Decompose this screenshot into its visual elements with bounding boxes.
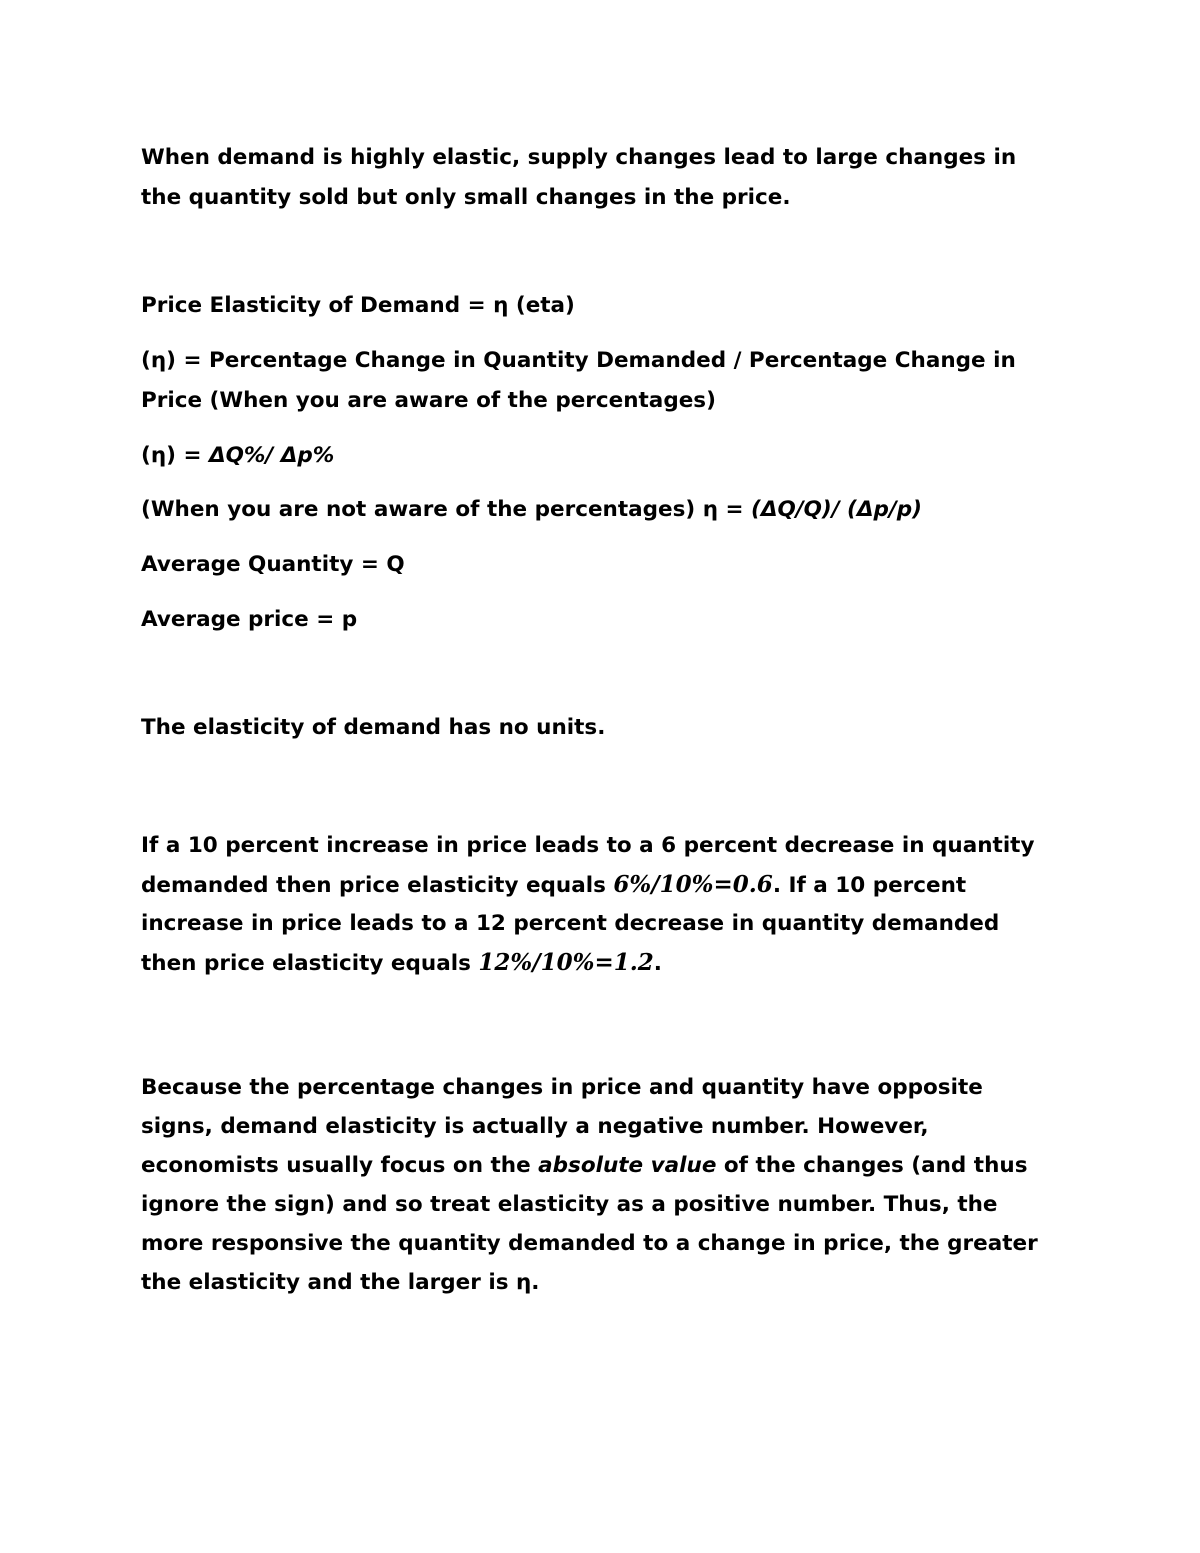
sign-note-line-3-prefix: economists usually focus on the (141, 1153, 539, 1178)
ped-definition: Price Elasticity of Demand = η (eta) (141, 293, 575, 318)
sign-note-line-4: ignore the sign) and so treat elasticity as a positive number. Thus, the (141, 1192, 998, 1217)
average-price: Average price = p (141, 607, 358, 632)
example-equation-2: 12%/10%=1.2 (478, 949, 654, 976)
formula-delta-percent-prefix: (η) = (141, 443, 209, 468)
units-note: The elasticity of demand has no units. (141, 715, 606, 740)
formula-delta-percent-expression: ΔQ%/ Δp% (208, 443, 335, 468)
example-line-1: If a 10 percent increase in price leads to a 6 percent decrease in quantity (141, 833, 1035, 858)
example-equation-1: 6%/10%=0.6 (613, 871, 773, 898)
example-line-2 (141, 871, 966, 900)
example-line-2-suffix: . If a 10 percent (772, 873, 967, 898)
formula-average-prefix: (When you are not aware of the percentages) η = (141, 497, 751, 522)
sign-note-line-1: Because the percentage changes in price and quantity have opposite (141, 1075, 983, 1100)
example-line-3: increase in price leads to a 12 percent decrease in quantity demanded (141, 911, 1000, 936)
sign-note-line-6: the elasticity and the larger is η. (141, 1270, 540, 1295)
example-line-2-prefix: demanded then price elasticity equals (141, 873, 614, 898)
formula-average (141, 496, 922, 524)
sign-note-line-5: more responsive the quantity demanded to a change in price, the greater (141, 1231, 1038, 1256)
intro-line-1: When demand is highly elastic, supply changes lead to large changes in (141, 145, 1017, 170)
example-line-4-prefix: then price elasticity equals (141, 951, 479, 976)
example-line-4 (141, 949, 662, 978)
sign-note-line-2: signs, demand elasticity is actually a negative number. However, (141, 1114, 929, 1139)
average-quantity: Average Quantity = Q (141, 552, 405, 577)
formula-average-expression: (ΔQ/Q)/ (Δp/p) (751, 497, 922, 522)
absolute-value-term: absolute value (538, 1153, 717, 1178)
formula-percent-line-2: Price (When you are aware of the percentages) (141, 388, 716, 413)
formula-delta-percent (141, 442, 334, 470)
intro-line-2: the quantity sold but only small changes in the price. (141, 185, 791, 210)
formula-percent-line-1: (η) = Percentage Change in Quantity Demanded / Percentage Change in (141, 348, 1016, 373)
example-line-4-suffix: . (653, 951, 662, 976)
sign-note-line-3 (141, 1152, 1028, 1180)
sign-note-line-3-suffix: of the changes (and thus (716, 1153, 1028, 1178)
